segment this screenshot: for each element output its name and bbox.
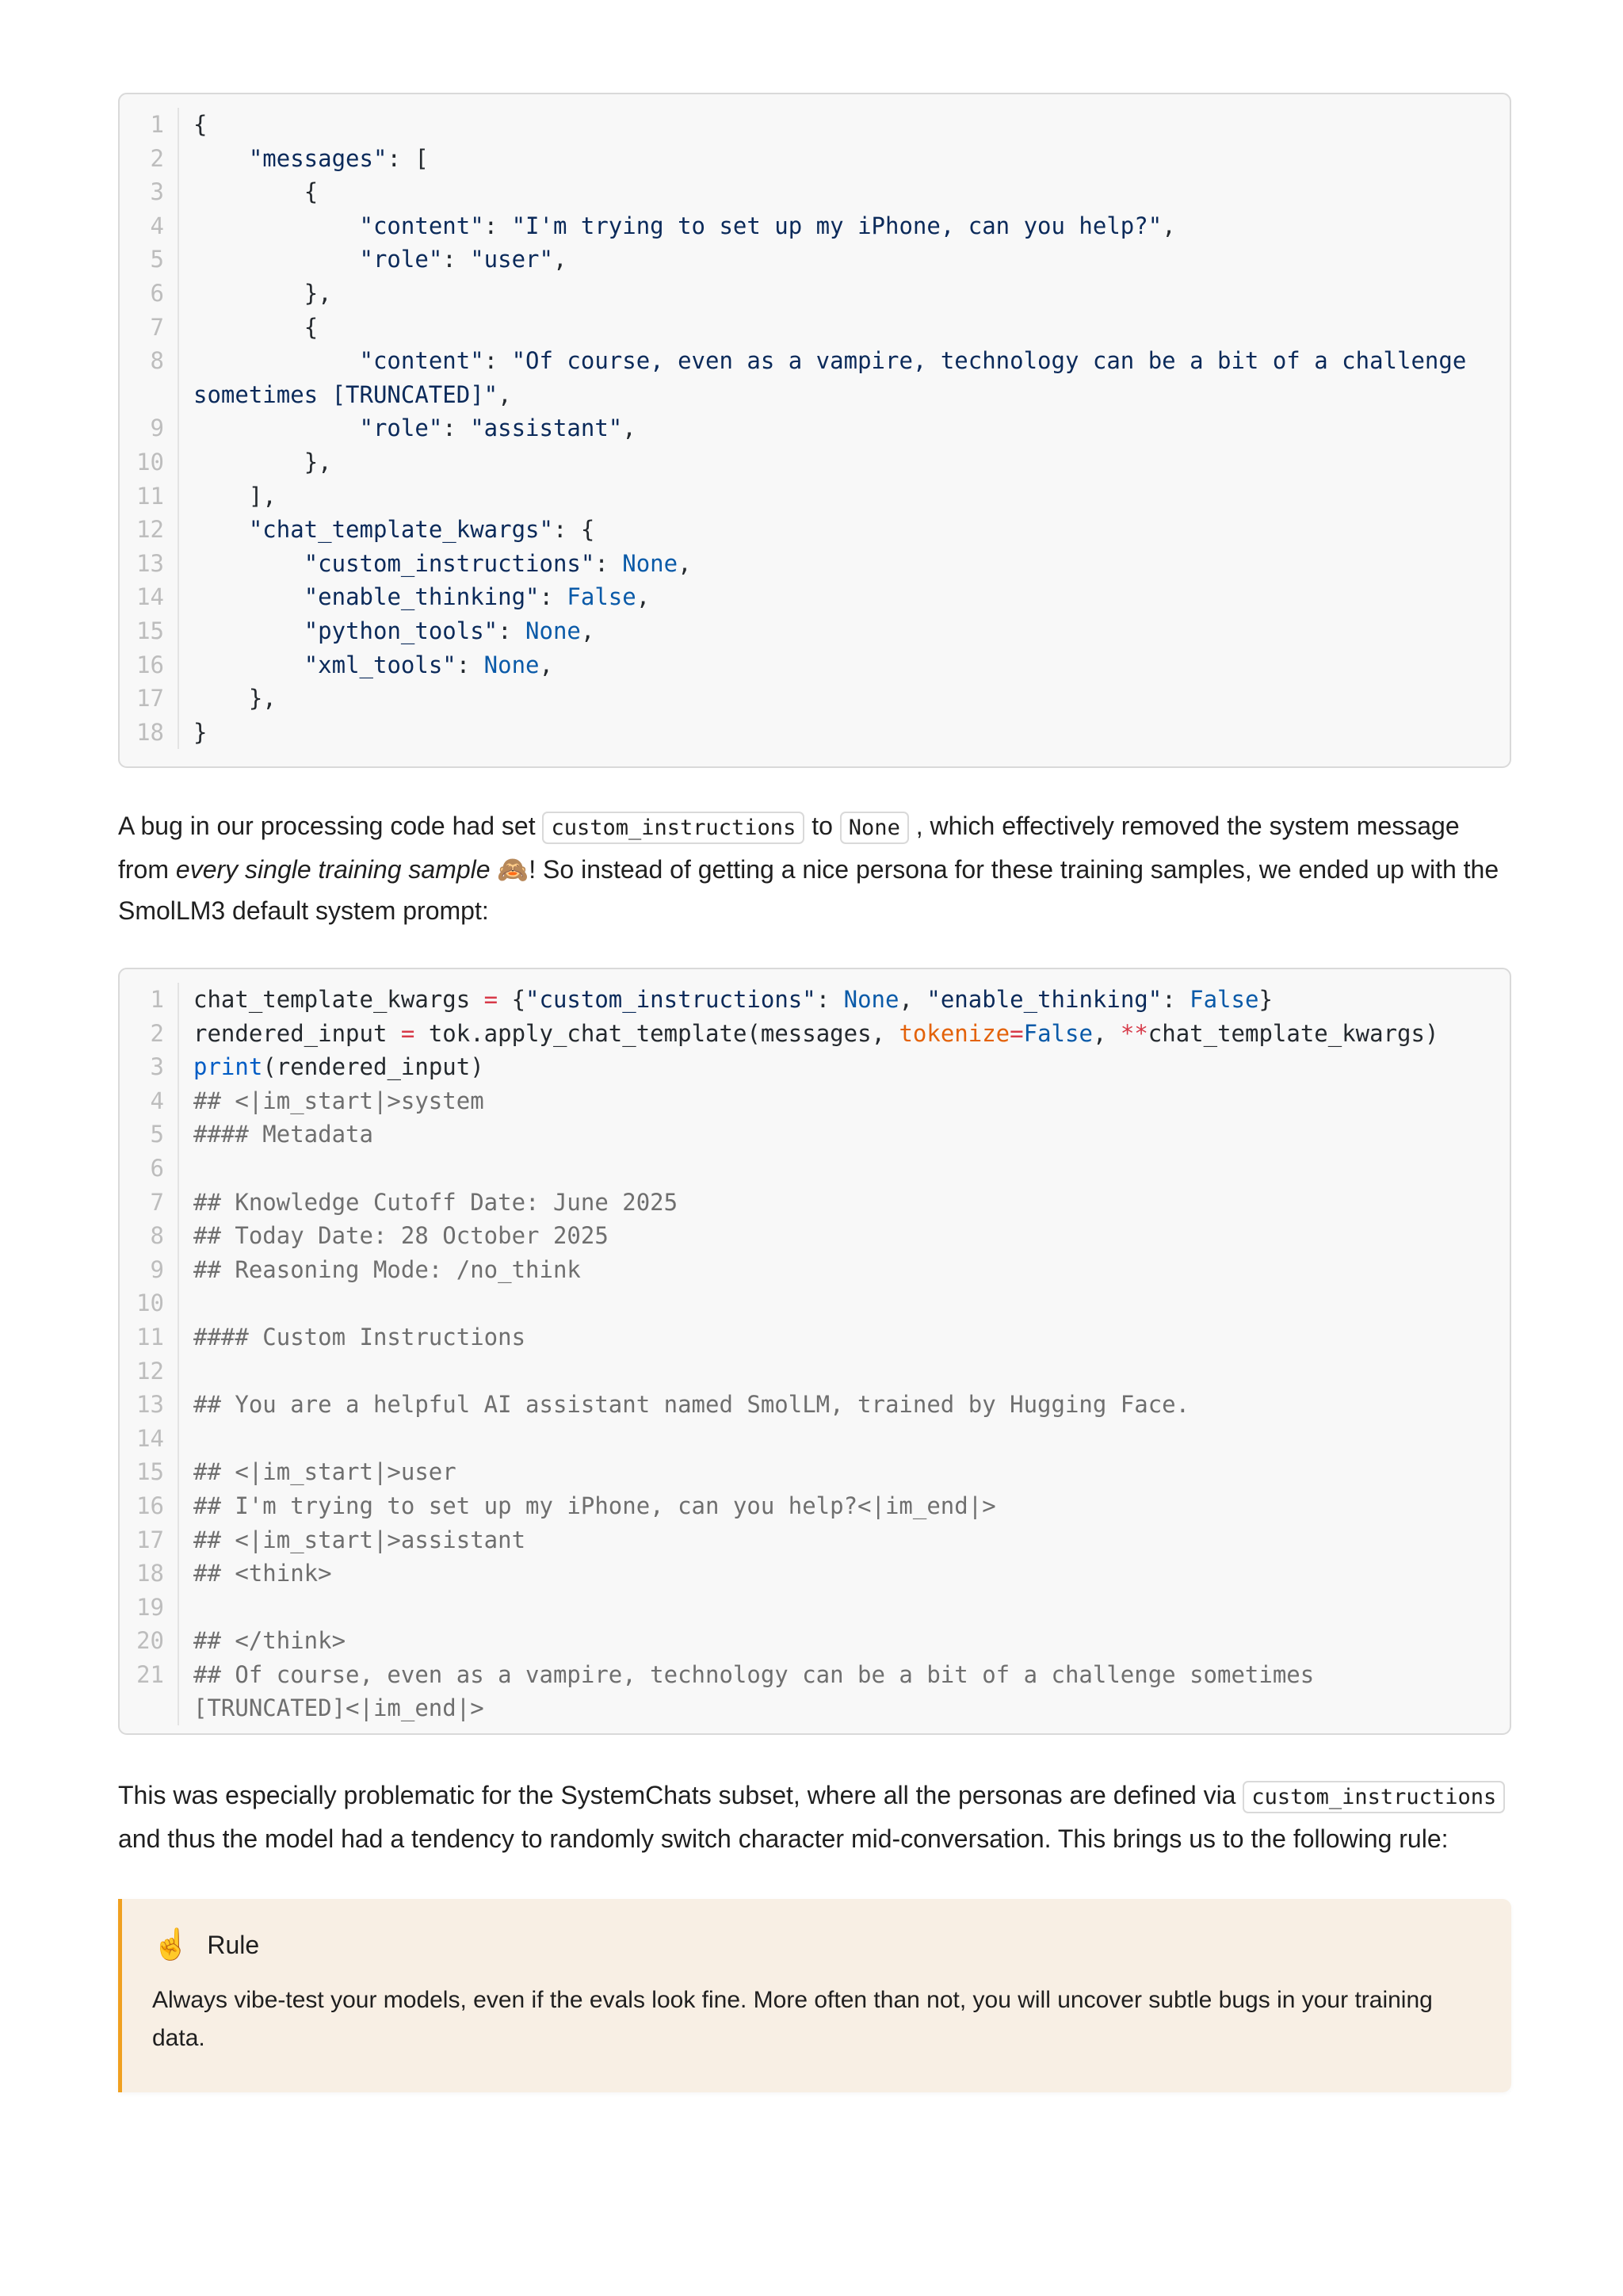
line-code: "custom_instructions": None, — [304, 549, 692, 577]
code-line — [120, 682, 1510, 716]
rule-callout — [118, 1899, 1511, 2092]
code-line — [120, 1017, 1510, 1051]
code-line — [120, 277, 1510, 311]
line-number: 18 — [120, 1557, 179, 1591]
line-code: #### Custom Instructions — [193, 1323, 526, 1350]
paragraph-systemchats — [118, 1775, 1511, 1859]
line-code: "chat_template_kwargs": { — [248, 516, 595, 544]
code-line — [120, 344, 1510, 411]
line-code: "enable_thinking": False, — [304, 583, 651, 611]
line-number: 1 — [120, 983, 179, 1017]
see-no-evil-monkey-emoji: 🙈 — [497, 855, 529, 884]
rule-header — [152, 1929, 1480, 1961]
line-code: #### Metadata — [193, 1121, 373, 1148]
line-number: 21 — [120, 1658, 179, 1725]
line-code: print(rendered_input) — [193, 1053, 484, 1081]
line-code: "content": "I'm trying to set up my iPhone, can you help?", — [359, 212, 1176, 239]
code-line — [120, 1523, 1510, 1557]
line-number: 19 — [120, 1591, 179, 1625]
line-number: 16 — [120, 1489, 179, 1523]
code-line — [120, 142, 1510, 176]
line-code: }, — [193, 279, 332, 307]
line-code: ## I'm trying to set up my iPhone, can you help?<|im_end|> — [193, 1492, 996, 1519]
code-line — [120, 1219, 1510, 1253]
line-code: ## <|im_start|>assistant — [193, 1526, 526, 1553]
line-code: ## Today Date: 28 October 2025 — [193, 1222, 609, 1250]
line-number: 7 — [120, 311, 179, 345]
line-number: 10 — [120, 445, 179, 479]
code-line — [120, 1152, 1510, 1186]
line-code: ## <|im_start|>system — [193, 1087, 484, 1114]
line-code — [179, 1591, 1510, 1625]
paragraph-text: This was especially problematic for the SystemChats subset, where all the personas are defined via — [118, 1781, 1243, 1809]
line-number: 20 — [120, 1624, 179, 1658]
line-code — [179, 1286, 1510, 1320]
line-code: { — [193, 111, 208, 138]
code-line — [120, 1186, 1510, 1220]
line-number: 9 — [120, 1253, 179, 1287]
code-line — [120, 1422, 1510, 1456]
line-number: 16 — [120, 648, 179, 682]
paragraph-bug-description — [118, 805, 1511, 931]
code-line — [120, 1624, 1510, 1658]
line-code: ## Reasoning Mode: /no_think — [193, 1255, 581, 1283]
line-number: 9 — [120, 411, 179, 445]
line-code: ## <think> — [193, 1560, 332, 1587]
code-line — [120, 1253, 1510, 1287]
code-line — [120, 547, 1510, 581]
code-line — [120, 1658, 1510, 1725]
line-number: 3 — [120, 1050, 179, 1084]
line-number: 13 — [120, 1388, 179, 1422]
line-code: "messages": [ — [248, 144, 429, 172]
code-line — [120, 175, 1510, 209]
line-number: 1 — [120, 108, 179, 142]
code-line — [120, 108, 1510, 142]
code-line — [120, 1388, 1510, 1422]
code-line — [120, 411, 1510, 445]
line-code: ], — [193, 482, 277, 510]
line-number: 10 — [120, 1286, 179, 1320]
code-line — [120, 479, 1510, 514]
line-code: ## Knowledge Cutoff Date: June 2025 — [193, 1188, 678, 1216]
line-number: 5 — [120, 1117, 179, 1152]
code-line — [120, 209, 1510, 243]
line-number: 17 — [120, 682, 179, 716]
code-line — [120, 648, 1510, 682]
line-number: 12 — [120, 513, 179, 547]
line-number: 6 — [120, 1152, 179, 1186]
line-number: 8 — [120, 344, 179, 411]
inline-code-none: None — [840, 812, 909, 844]
line-number: 15 — [120, 614, 179, 648]
code-block-json-sample[interactable] — [118, 93, 1511, 768]
code-line — [120, 1591, 1510, 1625]
paragraph-text: , which effectively removed the system message from — [118, 812, 1460, 884]
line-code: ## Of course, even as a vampire, technology can be a bit of a challenge sometimes [TRUNCATED]<|im_end|> — [193, 1660, 1328, 1722]
code-line — [120, 1117, 1510, 1152]
line-number: 4 — [120, 1084, 179, 1118]
code-line — [120, 311, 1510, 345]
inline-code-custom-instructions: custom_instructions — [1243, 1781, 1505, 1813]
line-code — [179, 1422, 1510, 1456]
inline-code-custom-instructions: custom_instructions — [542, 812, 804, 844]
line-code — [179, 1354, 1510, 1389]
line-number: 13 — [120, 547, 179, 581]
line-number: 7 — [120, 1186, 179, 1220]
line-code: }, — [193, 685, 277, 712]
code-line — [120, 1455, 1510, 1489]
line-number: 15 — [120, 1455, 179, 1489]
line-code: { — [193, 178, 319, 206]
line-code: "role": "assistant", — [359, 415, 636, 442]
line-code: }, — [193, 448, 332, 476]
emphasis-text: every single training sample — [175, 855, 491, 884]
line-number: 5 — [120, 243, 179, 277]
line-number: 11 — [120, 1320, 179, 1354]
paragraph-text: ! So instead of getting a nice persona for these training samples, we ended up with the SmolLM3 default system prompt: — [118, 855, 1499, 925]
line-code: } — [193, 718, 208, 746]
line-code: ## You are a helpful AI assistant named SmolLM, trained by Hugging Face. — [193, 1391, 1190, 1419]
code-line — [120, 1286, 1510, 1320]
pointing-finger-icon: ☝ — [152, 1928, 190, 1962]
line-number: 14 — [120, 1422, 179, 1456]
code-line — [120, 513, 1510, 547]
paragraph-text: to — [804, 812, 840, 840]
line-code: ## </think> — [193, 1627, 346, 1655]
code-line — [120, 580, 1510, 614]
code-line — [120, 983, 1510, 1017]
line-code: chat_template_kwargs = {"custom_instructions": None, "enable_thinking": False} — [193, 986, 1273, 1013]
line-code: "python_tools": None, — [304, 617, 595, 644]
line-number: 17 — [120, 1523, 179, 1557]
code-line — [120, 614, 1510, 648]
code-line — [120, 1354, 1510, 1389]
line-code: { — [193, 313, 319, 341]
code-line — [120, 243, 1510, 277]
line-code: "content": "Of course, even as a vampire, technology can be a bit of a challenge sometimes [TRUNCATED]", — [193, 347, 1480, 408]
line-number: 12 — [120, 1354, 179, 1389]
line-code: "role": "user", — [359, 246, 567, 273]
line-code: ## <|im_start|>user — [193, 1458, 456, 1486]
line-number: 2 — [120, 142, 179, 176]
code-line — [120, 1050, 1510, 1084]
code-line — [120, 445, 1510, 479]
code-line — [120, 1557, 1510, 1591]
line-number: 4 — [120, 209, 179, 243]
code-line — [120, 716, 1510, 750]
code-line — [120, 1084, 1510, 1118]
code-line — [120, 1320, 1510, 1354]
line-number: 3 — [120, 175, 179, 209]
line-number: 14 — [120, 580, 179, 614]
line-number: 8 — [120, 1219, 179, 1253]
code-block-chat-template[interactable] — [118, 968, 1511, 1735]
paragraph-text: A bug in our processing code had set — [118, 812, 543, 840]
line-code — [179, 1152, 1510, 1186]
line-number: 2 — [120, 1017, 179, 1051]
rule-title: Rule — [207, 1931, 260, 1959]
line-number: 6 — [120, 277, 179, 311]
rule-text: Always vibe-test your models, even if the evals look fine. More often than not, you will uncover subtle bugs in your training data. — [152, 1987, 1433, 2051]
line-code: "xml_tools": None, — [304, 651, 553, 678]
line-code: rendered_input = tok.apply_chat_template(messages, tokenize=False, **chat_template_kwargs) — [193, 1019, 1439, 1047]
line-number: 11 — [120, 479, 179, 514]
code-line — [120, 1489, 1510, 1523]
line-number: 18 — [120, 716, 179, 750]
article-content — [118, 93, 1511, 2092]
paragraph-text: and thus the model had a tendency to randomly switch character mid-conversation. This brings us to the following rule: — [118, 1824, 1449, 1853]
